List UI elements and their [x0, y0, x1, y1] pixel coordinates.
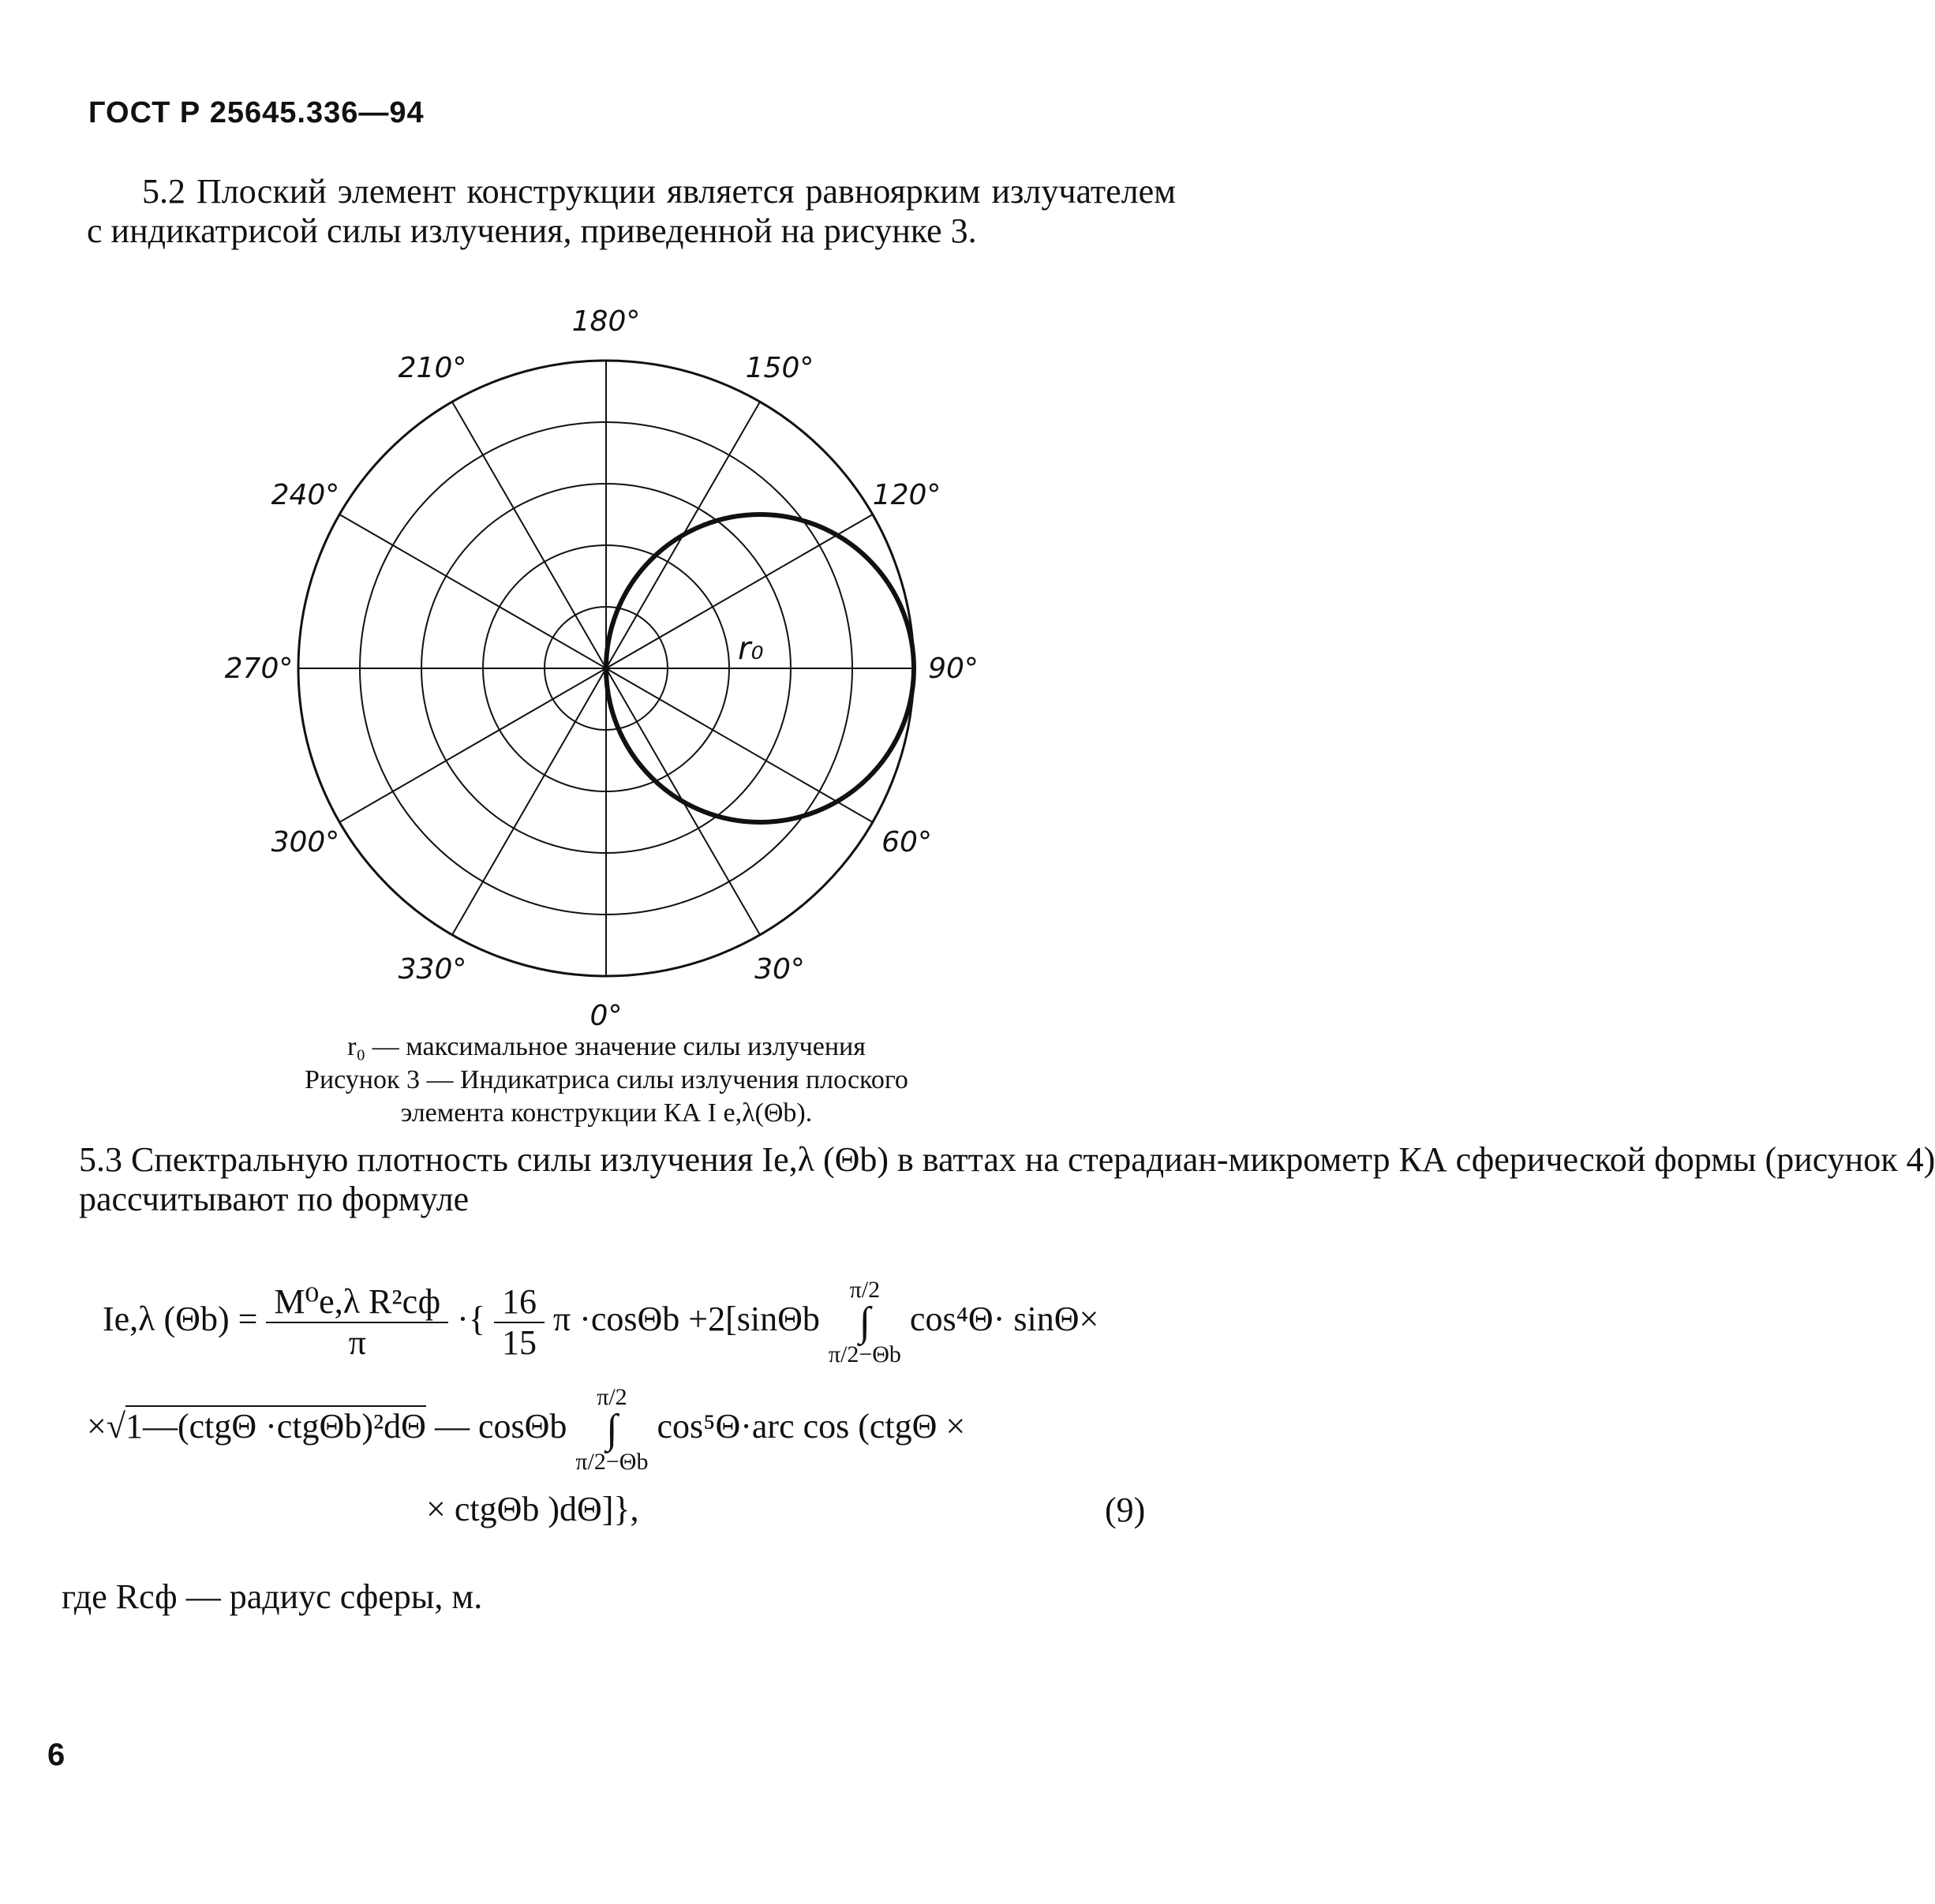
angle-label: 330°: [398, 953, 467, 986]
integral-upper: π/2: [597, 1384, 627, 1410]
integral-upper: π/2: [849, 1277, 881, 1303]
formula-main-fraction: [266, 1282, 448, 1363]
integral-2: [575, 1386, 648, 1474]
brace-open: ·{: [457, 1300, 485, 1339]
angle-label: 180°: [571, 305, 641, 338]
inner-denominator: 15: [501, 1323, 537, 1362]
integral-1: [829, 1278, 901, 1367]
document-header: ГОСТ Р 25645.336—94: [88, 96, 425, 129]
angle-label: 60°: [881, 826, 932, 858]
figure-caption-title: Рисунок 3 — Индикатриса силы излучения плоского: [305, 1065, 908, 1094]
figure-caption-legend: r₀ — максимальное значение силы излучения: [347, 1032, 866, 1061]
formula-term1: π ·cosΘb +2[sinΘb: [552, 1300, 820, 1339]
fraction-numerator: M⁰e,λ R²сф: [266, 1282, 448, 1323]
integral-sign: ∫: [859, 1300, 870, 1345]
formula-line2-post: cos⁵Θ·arc cos (ctgΘ ×: [657, 1407, 966, 1446]
page-number: 6: [47, 1738, 65, 1772]
equation-number: (9): [1105, 1491, 1146, 1529]
angle-label: 0°: [589, 1000, 623, 1032]
angle-label: 90°: [928, 653, 979, 685]
fraction-denominator: π: [348, 1323, 366, 1362]
formula-lhs: Ie,λ (Θb) =: [103, 1300, 258, 1339]
figure-caption-title-cont: элемента конструкции КА I e,λ(Θb).: [400, 1098, 813, 1128]
sqrt-prefix: ×√: [87, 1407, 125, 1446]
section-5-3-paragraph: [79, 1140, 1935, 1219]
section-5-2-paragraph: [87, 172, 1176, 251]
formula-inner-fraction: [494, 1282, 545, 1363]
integral-lower: π/2−Θb: [828, 1341, 901, 1367]
angle-label: 30°: [754, 953, 805, 986]
angle-label: 210°: [398, 351, 467, 384]
section-5-3-line1: 5.3 Спектральную плотность силы излучения Ie,λ (Θb) в ваттах на стерадиан-микрометр КА сферической формы (рисунок 4): [79, 1140, 1935, 1179]
angle-label: 150°: [745, 351, 814, 384]
polar-diagram: [0, 304, 1213, 1038]
section-5-2-text: 5.2 Плоский элемент конструкции является равноярким излучателем с индикатрисой силы излучения, приведенной на рисунке 3.: [87, 172, 1176, 250]
integral-sign: ∫: [606, 1407, 618, 1452]
angle-label: 120°: [872, 479, 941, 511]
angle-label: 240°: [271, 479, 340, 511]
inner-numerator: 16: [494, 1282, 545, 1323]
formula-term2: cos⁴Θ· sinΘ×: [909, 1300, 1099, 1339]
formula-line-2: [87, 1386, 965, 1474]
where-clause: где Rсф — радиус сферы, м.: [62, 1577, 483, 1616]
integral-lower: π/2−Θb: [575, 1449, 649, 1475]
polar-indicatrix-figure: [0, 304, 1213, 1038]
angle-label: 300°: [271, 826, 340, 858]
formula-line-3: × ctgΘb )dΘ]},: [426, 1490, 639, 1528]
formula-line2-mid: — cosΘb: [434, 1407, 567, 1446]
section-5-3-line2: рассчитывают по формуле: [79, 1180, 470, 1218]
r0-label: r₀: [738, 630, 764, 667]
formula-line-1: [103, 1278, 1098, 1367]
angle-label: 270°: [224, 653, 294, 685]
sqrt-content: 1—(ctgΘ ·ctgΘb)²dΘ: [125, 1407, 426, 1446]
